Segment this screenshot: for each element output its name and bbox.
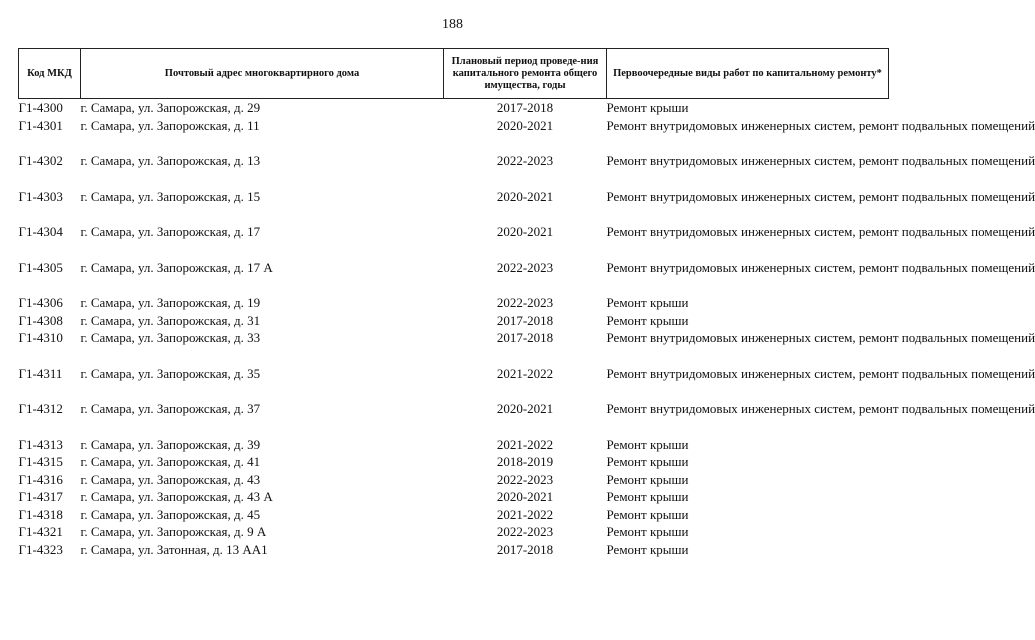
table-row [19, 329, 889, 365]
cell-address: г. Самара, ул. Запорожская, д. 33 [80, 330, 261, 345]
cell-code: Г1-4323 [18, 541, 63, 557]
cell-period: 2022-2023 [496, 153, 554, 168]
cell-address: г. Самара, ул. Запорожская, д. 31 [80, 312, 261, 328]
table-row [19, 471, 889, 489]
cell-period: 2020-2021 [496, 489, 554, 504]
cell-address: г. Самара, ул. Запорожская, д. 17 [80, 224, 261, 239]
cell-code: Г1-4316 [18, 471, 63, 487]
cell-address: г. Самара, ул. Запорожская, д. 11 [80, 117, 260, 133]
cell-works: Ремонт крыши [606, 471, 689, 487]
cell-code: Г1-4305 [18, 259, 63, 275]
cell-address: г. Самара, ул. Запорожская, д. 17 А [80, 259, 273, 275]
table-row [19, 188, 889, 224]
cell-period: 2017-2018 [496, 541, 554, 557]
cell-period: 2017-2018 [496, 100, 554, 115]
cell-works: Ремонт крыши [606, 541, 689, 557]
cell-works: Ремонт внутридомовых инженерных систем, ремонт подвальных помещений [606, 188, 1035, 204]
cell-period: 2017-2018 [496, 312, 554, 328]
cell-address: г. Самара, ул. Запорожская, д. 43 [80, 471, 261, 487]
table-row [19, 99, 889, 117]
cell-period: 2021-2022 [496, 506, 554, 522]
cell-works: Ремонт крыши [606, 454, 689, 469]
cell-address: г. Самара, ул. Запорожская, д. 19 [80, 295, 261, 310]
cell-works: Ремонт внутридомовых инженерных систем, ремонт подвальных помещений [606, 153, 1035, 168]
cell-works: Ремонт внутридомовых инженерных систем, ремонт подвальных помещений [606, 117, 1035, 133]
cell-address: г. Самара, ул. Затонная, д. 13 АА1 [80, 541, 268, 557]
cell-address: г. Самара, ул. Запорожская, д. 29 [80, 100, 261, 115]
cell-code: Г1-4302 [18, 153, 63, 168]
cell-code: Г1-4312 [18, 401, 63, 416]
cell-address: г. Самара, ул. Запорожская, д. 13 [80, 153, 261, 168]
cell-code: Г1-4318 [18, 506, 63, 522]
header-code: Код МКД [19, 49, 81, 99]
cell-address: г. Самара, ул. Запорожская, д. 37 [80, 401, 261, 416]
cell-period: 2022-2023 [496, 259, 554, 275]
table-row [19, 223, 889, 259]
header-works: Первоочередные виды работ по капитальному ремонту* [607, 49, 889, 99]
cell-works: Ремонт внутридомовых инженерных систем, ремонт подвальных помещений [606, 259, 1035, 275]
header-address: Почтовый адрес многоквартирного дома [81, 49, 444, 99]
cell-works: Ремонт крыши [606, 100, 689, 115]
cell-works: Ремонт крыши [606, 506, 689, 522]
cell-works: Ремонт крыши [606, 489, 689, 504]
table-row [19, 436, 889, 454]
cell-works: Ремонт крыши [606, 295, 689, 310]
cell-address: г. Самара, ул. Запорожская, д. 35 [80, 365, 261, 381]
header-period: Плановый период проведе-ния капитального ремонта общего имущества, годы [444, 49, 607, 99]
cell-period: 2020-2021 [496, 188, 554, 204]
cell-period: 2020-2021 [496, 224, 554, 239]
table-row [19, 259, 889, 295]
cell-address: г. Самара, ул. Запорожская, д. 15 [80, 188, 261, 204]
cell-works: Ремонт внутридомовых инженерных систем, ремонт подвальных помещений [606, 224, 1035, 239]
table-header-row [19, 49, 889, 99]
page-number: 188 [442, 17, 463, 32]
cell-code: Г1-4317 [18, 489, 63, 504]
table-row [19, 312, 889, 330]
cell-code: Г1-4300 [18, 100, 63, 115]
cell-period: 2017-2018 [496, 330, 554, 345]
table-row [19, 365, 889, 401]
cell-period: 2018-2019 [496, 454, 554, 469]
cell-period: 2022-2023 [496, 295, 554, 310]
cell-code: Г1-4303 [18, 188, 63, 204]
cell-period: 2022-2023 [496, 471, 554, 487]
cell-period: 2021-2022 [496, 436, 554, 452]
cell-works: Ремонт крыши [606, 524, 689, 539]
cell-works: Ремонт крыши [606, 436, 689, 452]
cell-code: Г1-4315 [18, 454, 63, 469]
cell-works: Ремонт крыши [606, 312, 689, 328]
table-row [19, 117, 889, 153]
cell-address: г. Самара, ул. Запорожская, д. 43 А [80, 489, 273, 504]
cell-period: 2020-2021 [496, 401, 554, 416]
cell-code: Г1-4310 [18, 330, 63, 345]
cell-works: Ремонт внутридомовых инженерных систем, ремонт подвальных помещений [606, 401, 1035, 416]
cell-code: Г1-4311 [18, 365, 63, 381]
table-row [19, 453, 889, 471]
cell-works: Ремонт внутридомовых инженерных систем, ремонт подвальных помещений [606, 330, 1035, 345]
capital-repair-table [18, 48, 1035, 558]
cell-code: Г1-4321 [18, 524, 63, 539]
cell-address: г. Самара, ул. Запорожская, д. 45 [80, 506, 261, 522]
table-row [19, 488, 889, 506]
table-row [19, 400, 889, 436]
table-row [19, 523, 889, 541]
cell-address: г. Самара, ул. Запорожская, д. 9 А [80, 524, 267, 539]
table-body [18, 99, 1035, 559]
cell-code: Г1-4304 [18, 224, 63, 239]
cell-address: г. Самара, ул. Запорожская, д. 41 [80, 454, 261, 469]
cell-code: Г1-4301 [18, 117, 63, 133]
table-row [19, 541, 889, 559]
cell-code: Г1-4308 [18, 312, 63, 328]
cell-period: 2022-2023 [496, 524, 554, 539]
cell-code: Г1-4313 [18, 436, 63, 452]
table-row [19, 506, 889, 524]
table-row [19, 152, 889, 188]
table-row [19, 294, 889, 312]
cell-address: г. Самара, ул. Запорожская, д. 39 [80, 436, 261, 452]
cell-code: Г1-4306 [18, 295, 63, 310]
cell-period: 2021-2022 [496, 365, 554, 381]
cell-works: Ремонт внутридомовых инженерных систем, ремонт подвальных помещений [606, 365, 1035, 381]
cell-period: 2020-2021 [496, 117, 554, 133]
